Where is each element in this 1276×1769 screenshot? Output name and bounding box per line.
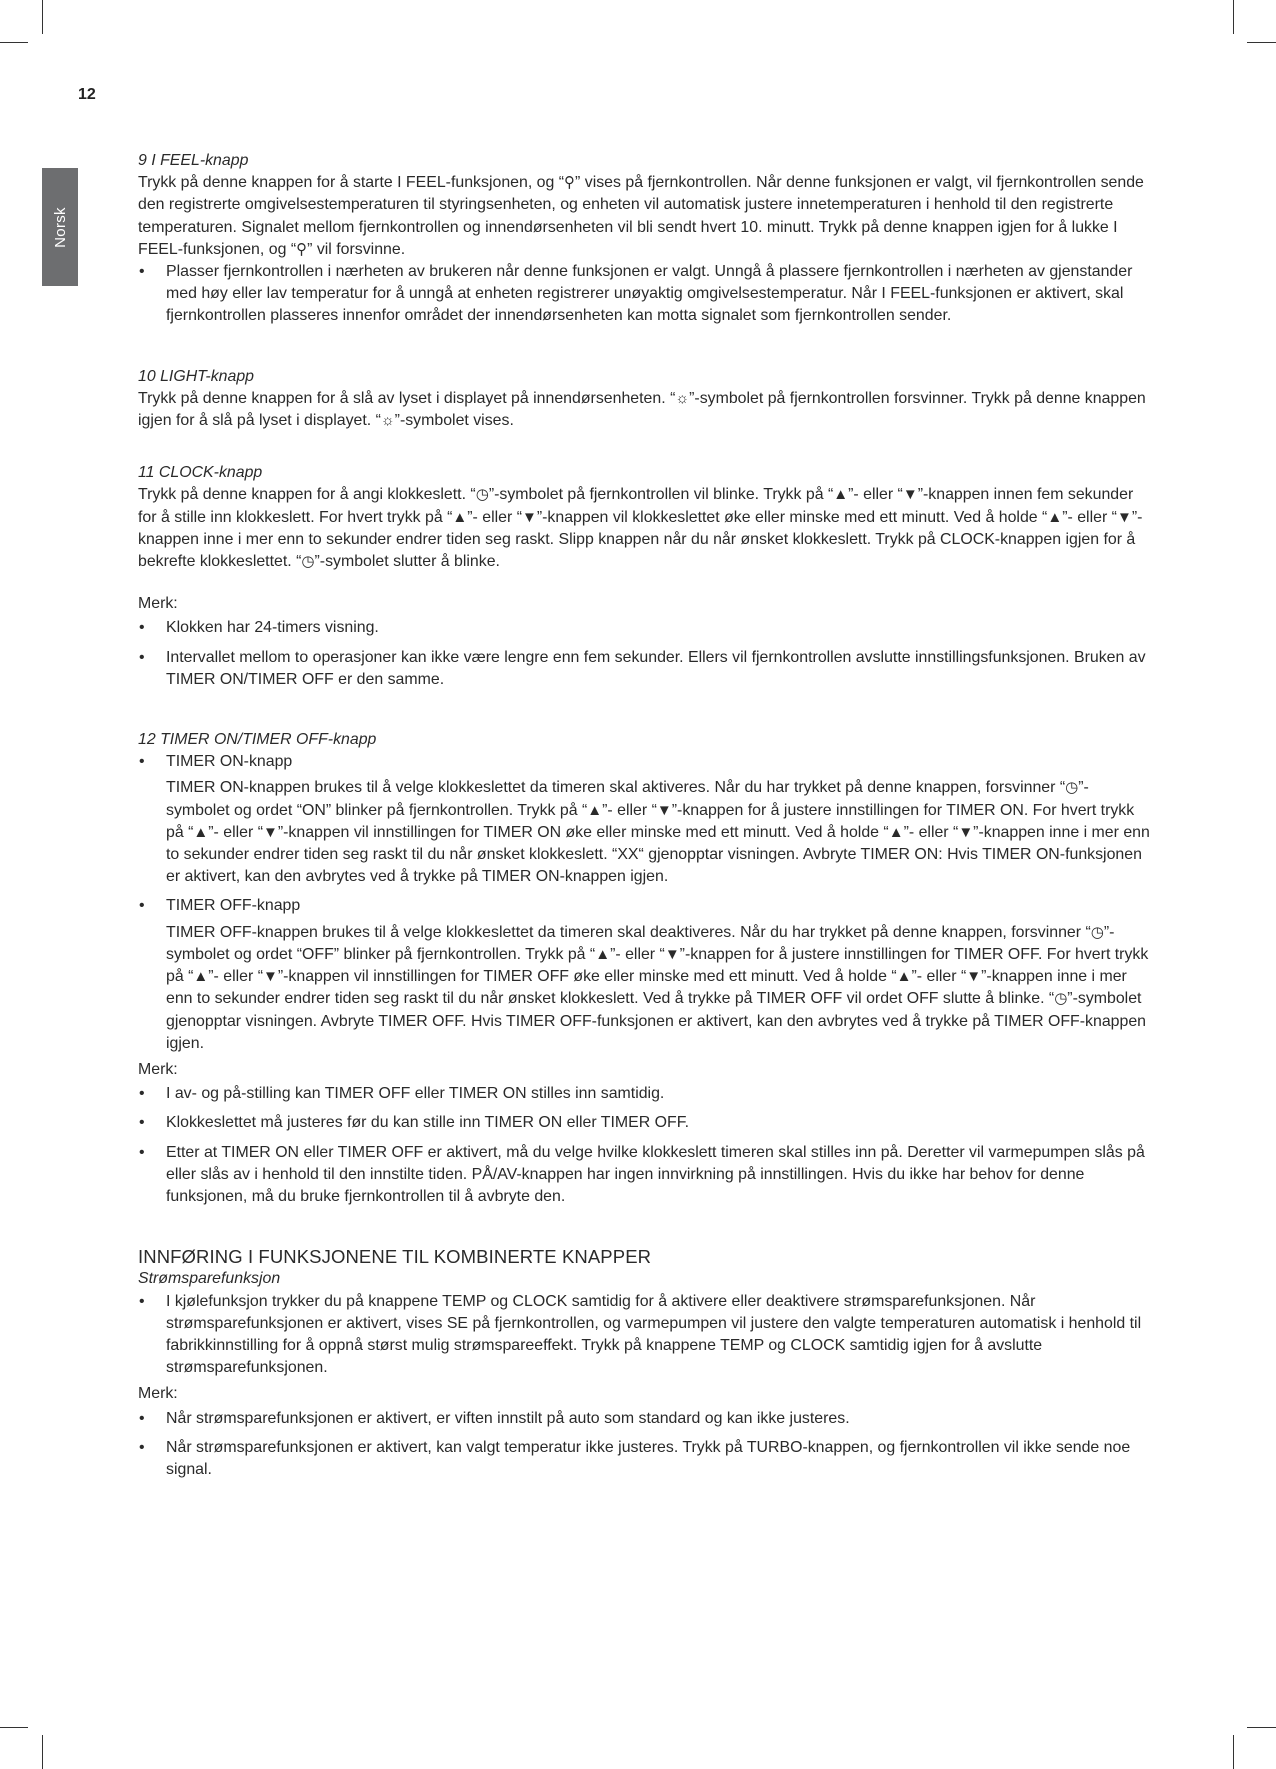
section-heading: 11 CLOCK-knapp (138, 464, 263, 482)
list-item-text: TIMER ON-knappen brukes til å velge klokkeslettet da timeren skal aktiveres. Når du har trykket på denne knappen, forsvinner “◷”-symbolet og ordet “ON” blinker på fjernkontrollen. Trykk på “▲”- eller “▼”-knappen for å justere innstillingen for TIMER ON. For hvert trykk på “▲”- eller “▼”-knappen vil innstillingen for TIMER ON øke eller minske med ett minutt. Ved å holde “▲”- eller “▼”-knappen inne i mer enn to sekunder endrer tiden seg raskt til du når ønsket klokkeslett. “XX“ gjenopptar visningen. Avbryte TIMER ON: Hvis TIMER ON-funksjonen er aktivert, kan den avbrytes ved å trykke på TIMER ON-knappen igjen. (166, 779, 1150, 886)
up-triangle-icon: ▲ (587, 801, 603, 819)
note-label: Merk: (138, 1060, 178, 1078)
list-item-title: • TIMER ON-knapp (166, 753, 293, 771)
list-item: • Klokkeslettet må justeres før du kan stille inn TIMER ON eller TIMER OFF. (138, 1112, 1150, 1134)
down-triangle-icon: ▼ (958, 823, 974, 841)
section-heading: 10 LIGHT-knapp (138, 367, 255, 385)
list-item: • I kjølefunksjon trykker du på knappene TEMP og CLOCK samtidig for å aktivere eller deaktivere strømsparefunksjonen. Når strømsparefunksjonen er aktivert, vises SE på fjernkontrollen, og varmepumpen vil justere den valgte temperaturen automatisk i henhold til fabrikkinnstilling for å oppnå størst mulig strømspareeffekt. Trykk på knappene TEMP og CLOCK samtidig igjen for å avslutte strømsparefunksjonen. (138, 1291, 1150, 1380)
down-triangle-icon: ▼ (262, 823, 278, 841)
clock-icon: ◷ (1090, 923, 1104, 941)
paragraph: Trykk på denne knappen for å slå av lyset i displayet på innendørsenheten. “☼”-symbolet på fjernkontrollen forsvinner. Trykk på denne knappen igjen for å slå på lyset i displayet. “☼”-symbolet vises. (138, 389, 1146, 430)
up-triangle-icon: ▲ (193, 968, 209, 986)
light-sun-icon: ☼ (380, 412, 395, 430)
bullet-list (138, 1408, 1150, 1482)
paragraph: Trykk på denne knappen for å starte I FEEL-funksjonen, og “⚲” vises på fjernkontrollen. Når denne funksjonen er valgt, vil fjernkontrollen sende den registrerte omgivelsestemperaturen til styringsenheten, og enheten vil automatisk justere innetemperaturen i henhold til den registrerte temperaturen. Signalet mellom fjernkontrollen og innendørsenheten vil bli sendt hvert 10. minutt. Trykk på denne knappen igjen for å lukke I FEEL-funksjonen, og “⚲” vil forsvinne. (138, 174, 1144, 258)
section-heading: 9 I FEEL-knapp (138, 152, 249, 169)
up-triangle-icon: ▲ (193, 823, 209, 841)
crop-mark (1233, 0, 1234, 34)
clock-icon: ◷ (1065, 779, 1079, 797)
up-triangle-icon: ▲ (888, 823, 904, 841)
language-tab-label: Norsk (51, 206, 69, 248)
note-label: Merk: (138, 1385, 178, 1403)
down-triangle-icon: ▼ (1116, 508, 1132, 526)
person-feel-icon: ⚲ (564, 174, 576, 192)
crop-mark (42, 1735, 43, 1769)
note-label: Merk: (138, 595, 178, 613)
person-feel-icon: ⚲ (296, 240, 308, 258)
list-item: • Etter at TIMER ON eller TIMER OFF er aktivert, må du velge hvilke klokkeslett timeren skal stilles inn på. Deretter vil varmepumpen slås på eller slås av i henhold til den innstilte tiden. PÅ/AV-knappen har ingen innvirkning på innstillingen. Hvis du ikke har behov for denne funksjonen, må du bruke fjernkontrollen til å avbryte den. (138, 1142, 1150, 1209)
crop-mark (1233, 1735, 1234, 1769)
crop-mark (42, 0, 43, 34)
up-triangle-icon: ▲ (452, 508, 468, 526)
down-triangle-icon: ▼ (902, 486, 918, 504)
up-triangle-icon: ▲ (595, 945, 611, 963)
up-triangle-icon: ▲ (833, 486, 849, 504)
bullet-list (138, 261, 1150, 328)
bullet-list (138, 1291, 1150, 1380)
list-item: • Intervallet mellom to operasjoner kan ikke være lengre enn fem sekunder. Ellers vil fjernkontrollen avslutte innstillingsfunksjonen. Bruken av TIMER ON/TIMER OFF er den samme. (138, 647, 1150, 691)
clock-icon: ◷ (475, 486, 489, 504)
paragraph: Trykk på denne knappen for å angi klokkeslett. “◷”-symbolet på fjernkontrollen vil blinke. Trykk på “▲”- eller “▼”-knappen innen fem sekunder for å stille inn klokkeslett. For hvert trykk på “▲”- eller “▼”-knappen vil klokkeslettet øke eller minske med ett minutt. Ved å holde “▲”- eller “▼”-knappen inne i mer enn to sekunder endrer tiden seg raskt. Slipp knappen når du når ønsket klokkeslett. Trykk på CLOCK-knappen igjen for å bekrefte klokkeslettet. “◷”-symbolet slutter å blinke. (138, 486, 1143, 571)
down-triangle-icon: ▼ (966, 968, 982, 986)
list-item: • I av- og på-stilling kan TIMER OFF eller TIMER ON stilles inn samtidig. (138, 1083, 1150, 1105)
up-triangle-icon: ▲ (1047, 508, 1063, 526)
clock-icon: ◷ (301, 553, 315, 571)
page-content (138, 150, 1150, 1481)
crop-mark (0, 42, 28, 43)
section-title: INNFØRING I FUNKSJONENE TIL KOMBINERTE KNAPPER (138, 1246, 652, 1268)
list-item: • Klokken har 24-timers visning. (138, 617, 1150, 639)
list-item-title: • TIMER OFF-knapp (166, 897, 301, 915)
list-item (138, 751, 1150, 888)
bullet-list (138, 1083, 1150, 1208)
bullet-list (138, 617, 1150, 691)
down-triangle-icon: ▼ (521, 508, 537, 526)
subsection-heading: Strømsparefunksjon (138, 1270, 281, 1288)
language-tab (42, 168, 78, 286)
crop-mark (1247, 1727, 1276, 1728)
list-item: • Plasser fjernkontrollen i nærheten av brukeren når denne funksjonen er valgt. Unngå å plassere fjernkontrollen i nærheten av gjenstander med høy eller lav temperatur for å unngå at enheten registrerer unøyaktig omgivelsestemperatur. Når I FEEL-funksjonen er aktivert, skal fjernkontrollen plasseres innenfor området der innendørsenheten kan motta signalet som fjernkontrollen sender. (138, 261, 1150, 328)
crop-mark (0, 1727, 28, 1728)
list-item: • Når strømsparefunksjonen er aktivert, kan valgt temperatur ikke justeres. Trykk på TURBO-knappen, og fjernkontrollen vil ikke sende noe signal. (138, 1437, 1150, 1481)
section-heading: 12 TIMER ON/TIMER OFF-knapp (138, 731, 377, 749)
list-item-text: TIMER OFF-knappen brukes til å velge klokkeslettet da timeren skal deaktiveres. Når du har trykket på denne knappen, forsvinner “◷”-symbolet og ordet “OFF” blinker på fjernkontrollen. Trykk på “▲”- eller “▼”-knappen for å justere innstillingen for TIMER OFF. For hvert trykk på “▲”- eller “▼”-knappen vil innstillingen for TIMER OFF øke eller minske med ett minutt. Ved å holde “▲”- eller “▼”-knappen inne i mer enn to sekunder endrer tiden seg raskt til du når ønsket klokkeslett. Ved å trykke på TIMER OFF vil ordet OFF slutte å blinke. “◷”-symbolet gjenopptar visningen. Avbryte TIMER OFF. Hvis TIMER OFF-funksjonen er aktivert, kan den avbrytes ved å trykke på TIMER OFF-knappen igjen. (166, 923, 1149, 1052)
down-triangle-icon: ▼ (656, 801, 672, 819)
down-triangle-icon: ▼ (664, 945, 680, 963)
up-triangle-icon: ▲ (896, 968, 912, 986)
list-item: • Når strømsparefunksjonen er aktivert, er viften innstilt på auto som standard og kan ikke justeres. (138, 1408, 1150, 1430)
page-number: 12 (78, 86, 96, 103)
bullet-list (138, 751, 1150, 1055)
clock-icon: ◷ (1054, 990, 1068, 1008)
crop-mark (1247, 42, 1276, 43)
light-sun-icon: ☼ (675, 389, 690, 407)
down-triangle-icon: ▼ (262, 968, 278, 986)
list-item (138, 895, 1150, 1054)
